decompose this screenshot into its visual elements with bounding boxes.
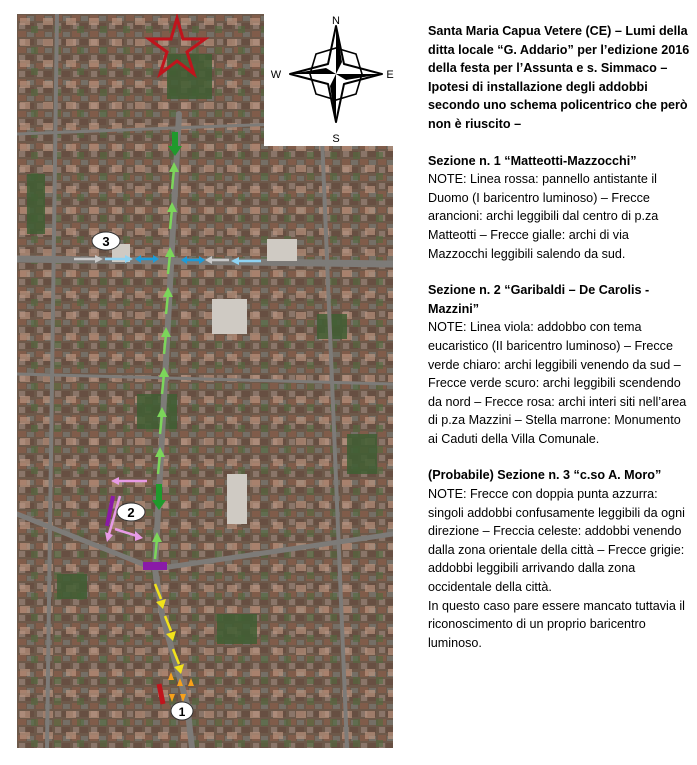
section-2-note: NOTE: Linea viola: addobbo con tema eucaristico (II baricentro luminoso) – Frecce verde chiaro: archi leggibili venendo da sud – Frecce verde scuro: archi leggibili scendendo da nord – Frecce rosa: archi interi siti nell’area di p.za Mazzini – Stella marrone: Monumento ai Caduti della Villa Comunale. xyxy=(428,320,687,446)
compass-s: S xyxy=(332,133,340,145)
marker-2 xyxy=(117,503,145,521)
marker-3-label: 3 xyxy=(102,234,110,249)
section-3-heading: (Probabile) Sezione n. 3 “c.so A. Moro” xyxy=(428,468,662,483)
marker-3 xyxy=(92,232,120,250)
compass-n: N xyxy=(332,15,340,27)
marker-1-label: 1 xyxy=(178,705,186,719)
marker-1 xyxy=(171,702,193,720)
section-1-note: NOTE: Linea rossa: pannello antistante il Duomo (I baricentro luminoso) – Frecce arancioni: archi leggibili dal centro di p.za Matteotti – Frecce gialle: archi di via Mazzocchi leggibili salendo da sud. xyxy=(428,172,659,261)
section-3-note: NOTE: Frecce con doppia punta azzurra: singoli addobbi confusamente leggibili da ogni direzione – Freccia celeste: addobbi venendo dalla zona orientale della città – Frecce grigie: addobbi leggibili arrivando dalla zona occidentale della città. xyxy=(428,487,685,595)
legend-text-panel xyxy=(428,22,690,652)
compass-box xyxy=(264,14,394,146)
marker-2-label: 2 xyxy=(127,505,135,520)
section-3-extra: In questo caso pare essere mancato tuttavia il riconoscimento di un proprio baricentro luminoso. xyxy=(428,598,685,650)
violet-bar xyxy=(143,562,167,570)
section-1-heading: Sezione n. 1 “Matteotti-Mazzocchi” xyxy=(428,153,637,168)
compass-rose xyxy=(264,14,394,146)
compass-w: W xyxy=(270,69,282,81)
caption-title: Santa Maria Capua Vetere (CE) – Lumi della ditta locale “G. Addario” per l’edizione 2016 della festa per l’Assunta e s. Simmaco – Ipotesi di installazione degli addobbi secondo uno schema policentrico che però non è riuscito – xyxy=(428,24,690,131)
section-2-heading: Sezione n. 2 “Garibaldi – De Carolis - Mazzini” xyxy=(428,283,650,316)
compass-e: E xyxy=(386,69,394,81)
